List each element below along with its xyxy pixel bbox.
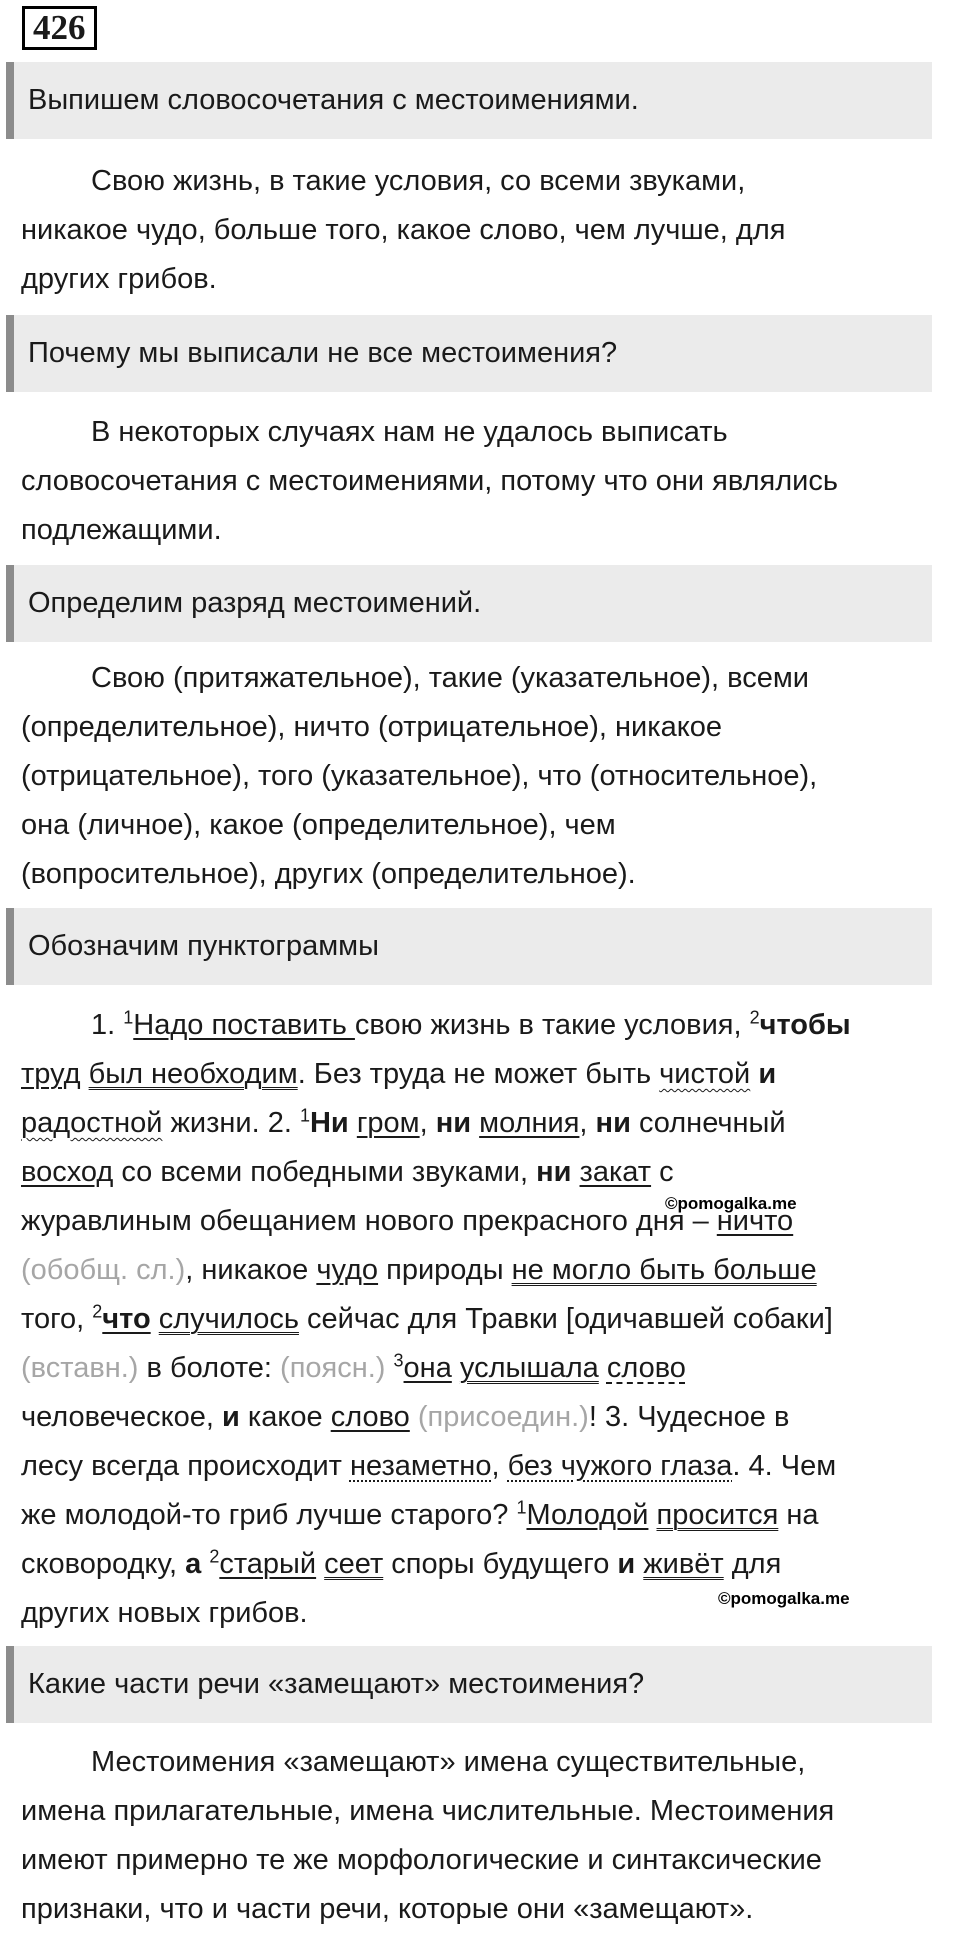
section-heading-4: Обозначим пунктограммы — [6, 908, 932, 985]
text-line: (отрицательное), того (указательное), что (относительное), — [21, 760, 818, 792]
text-line: (вставн.) в болоте: (поясн.) $^3$она услышала слово — [21, 1350, 686, 1384]
watermark: ©pomogalka.me — [718, 1589, 850, 1608]
text-line: никакое чудо, больше того, какое слово, чем лучше, для — [21, 214, 786, 246]
section-heading-1: Выпишем словосочетания с местоимениями. — [6, 62, 932, 139]
text-line: подлежащими. — [21, 514, 222, 546]
section-heading-5: Какие части речи «замещают» местоимения? — [6, 1646, 932, 1723]
text-line: Местоимения «замещают» имена существительные, — [91, 1746, 806, 1778]
text-line: она (личное), какое (определительное), чем — [21, 809, 616, 841]
text-line: радостной жизни. 2. $^1$Ни гром, ни молния, ни солнечный — [21, 1105, 786, 1139]
text-line: (определительное), ничто (отрицательное), никакое — [21, 711, 722, 743]
text-line: словосочетания с местоимениями, потому что они являлись — [21, 465, 838, 497]
text-line: того, $^2$что случилось сейчас для Травки [одичавшей собаки] — [21, 1301, 833, 1335]
answer-1 — [21, 157, 951, 304]
watermark: ©pomogalka.me — [665, 1194, 797, 1213]
text-line: лесу всегда происходит незаметно, без чужого глаза. 4. Чем — [21, 1450, 837, 1482]
text-line: 1. $^1$Надо поставить свою жизнь в такие условия, $^2$чтобы — [91, 1007, 851, 1041]
answer-3 — [21, 654, 951, 899]
answer-5 — [21, 1738, 951, 1934]
text-line: сковородку, а $^2$старый сеет споры будущего и живёт для — [21, 1546, 782, 1580]
section-heading-2: Почему мы выписали не все местоимения? — [6, 315, 932, 392]
text-line: человеческое, и какое слово (присоедин.)! 3. Чудесное в — [21, 1401, 790, 1433]
text-line: признаки, что и части речи, которые они «замещают». — [21, 1893, 754, 1925]
answer-2 — [21, 408, 951, 555]
task-number: 426 — [22, 6, 97, 50]
text-line: В некоторых случаях нам не удалось выписать — [91, 416, 728, 448]
text-line: имена прилагательные, имена числительные. Местоимения — [21, 1795, 835, 1827]
text-line: (вопросительное), других (определительное). — [21, 858, 636, 890]
text-line: Свою жизнь, в такие условия, со всеми звуками, — [91, 165, 746, 197]
punctuation-text — [21, 1001, 951, 1638]
text-line: других грибов. — [21, 263, 217, 295]
section-heading-3: Определим разряд местоимений. — [6, 565, 932, 642]
text-line: (обобщ. сл.), никакое чудо природы не могло быть больше — [21, 1254, 817, 1286]
text-line: имеют примерно те же морфологические и синтаксические — [21, 1844, 822, 1876]
text-line: журавлиным обещанием нового прекрасного дня – ничто — [21, 1205, 794, 1237]
text-line: труд был необходим. Без труда не может быть чистой и — [21, 1058, 777, 1090]
text-line: же молодой-то гриб лучше старого? $^1$Молодой просится на — [21, 1497, 819, 1531]
text-line: восход со всеми победными звуками, ни закат с — [21, 1156, 674, 1188]
text-line: других новых грибов. — [21, 1597, 308, 1629]
text-line: Свою (притяжательное), такие (указательное), всеми — [91, 662, 809, 694]
